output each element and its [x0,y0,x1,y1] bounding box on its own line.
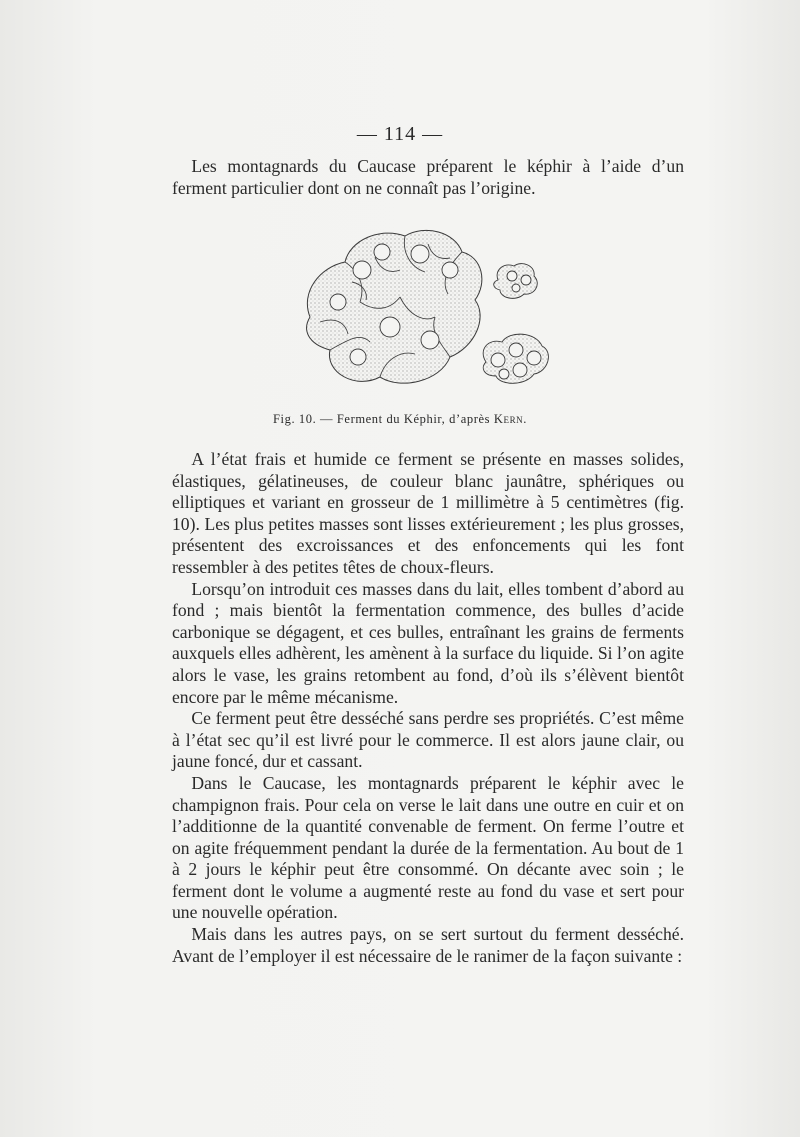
paragraph-fermentation: Lorsqu’on introduit ces masses dans du lait, elles tombent d’abord au fond ; mais bientôt la fermentation commence, des bulles d’acide carbonique se dégagent, et ces bulles, entraînant les grains de ferments auxquels elles adhèrent, les amènent à la surface du liquide. Si l’on agite alors le vase, les grains retombent au fond, d’où ils s’élèvent bientôt encore par le même mécanisme. [172,578,684,707]
caption-text: Fig. 10. — Ferment du Képhir, d’après [272,412,494,426]
page-number: — 114 — [356,123,444,145]
kephir-grains-illustration [290,222,570,400]
caption-author: Kern. [493,412,528,426]
body-text [172,449,684,967]
intro-text [172,156,684,199]
intro-paragraph: Les montagnards du Caucase préparent le képhir à l’aide d’un ferment particulier dont on ne connaît pas l’origine. [172,156,684,198]
paragraph-other-countries: Mais dans les autres pays, on se sert surtout du ferment desséché. Avant de l’employer il est nécessaire de le ranimer de la façon suivante : [172,924,684,966]
paragraph-fresh-ferment: A l’état frais et humide ce ferment se présente en masses solides, élastiques, gélatineuses, de couleur blanc jaunâtre, sphériques ou elliptiques et variant en grosseur de 1 millimètre à 5 centimètres (fig. 10). Les plus petites masses sont lisses extérieurement ; les plus grosses, présentent des excroissances et des enfoncements qui les font ressembler à des petites têtes de choux-fleurs. [172,449,684,577]
figure-caption [0,412,800,427]
paragraph-dried-ferment: Ce ferment peut être desséché sans perdre ses propriétés. C’est même à l’état sec qu’il est livré pour le commerce. Il est alors jaune clair, ou jaune foncé, dur et cassant. [172,708,684,772]
paragraph-caucasus-preparation: Dans le Caucase, les montagnards préparent le képhir avec le champignon frais. Pour cela on verse le lait dans une outre en cuir et on l’additionne de la quantité convenable de ferment. On ferme l’outre et on agite fréquemment pendant la durée de la fermentation. Au bout de 1 à 2 jours le képhir peut être consommé. On décante avec soin ; le ferment dont le volume a augmenté reste au fond du vase et sert pour une nouvelle opération. [172,772,684,923]
